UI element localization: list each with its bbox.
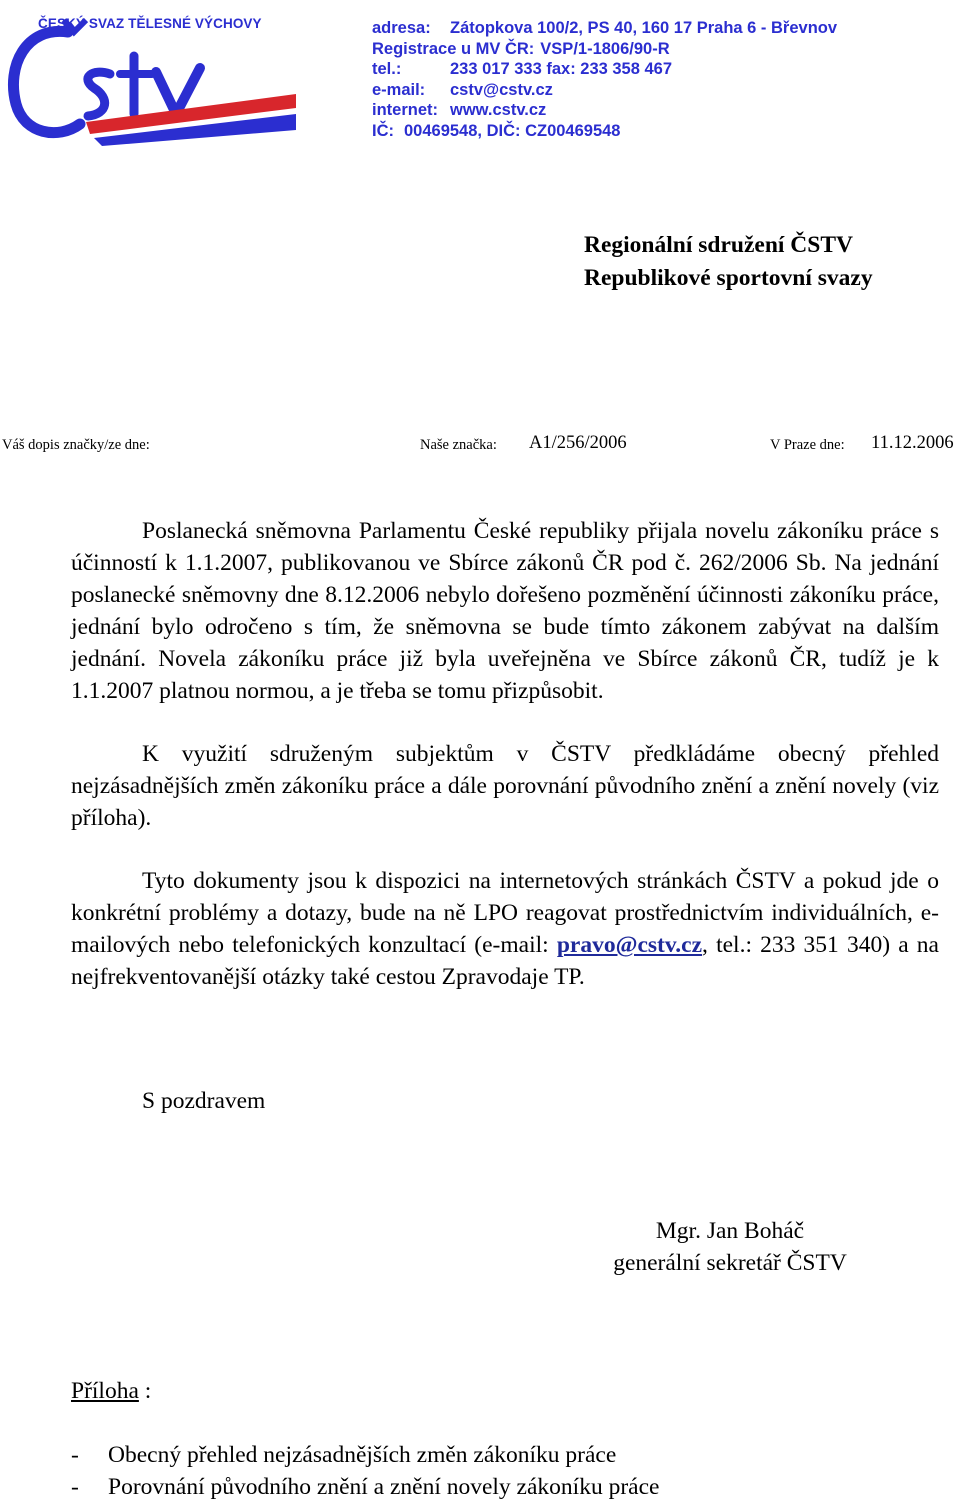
- body-text: , tel.: 233 351 340) a na nejfrekventovanější otázky také cestou Zpravodaje TP.: [71, 932, 939, 990]
- signature: [580, 1215, 880, 1279]
- contact-row: [372, 80, 952, 101]
- contact-row: [372, 100, 952, 121]
- contact-value: 233 017 333 fax: 233 358 467: [450, 60, 673, 78]
- contact-value: Zátopkova 100/2, PS 40, 160 17 Praha 6 - Břevnov: [450, 19, 838, 37]
- contact-label: tel.:: [372, 60, 402, 78]
- cstv-logo: [4, 6, 294, 142]
- attachment-bullet: -: [71, 1474, 79, 1500]
- letter-date: 11.12.2006: [871, 433, 954, 453]
- signature-name: Mgr. Jan Boháč: [655, 1218, 805, 1244]
- recipient-line: Regionální sdružení ČSTV: [584, 232, 853, 258]
- your-letter-label: Váš dopis značky/ze dne:: [2, 437, 150, 453]
- body-paragraph: [71, 865, 939, 993]
- signature-title: generální sekretář ČSTV: [613, 1250, 847, 1276]
- contact-value: 00469548, DIČ: CZ00469548: [404, 121, 621, 140]
- attachment-list: [71, 1439, 941, 1503]
- attachment-item: [71, 1471, 941, 1503]
- recipient-line: Republikové sportovní svazy: [584, 265, 873, 291]
- attachments: [71, 1375, 941, 1503]
- attachment-bullet: -: [71, 1442, 79, 1468]
- letter-body: [71, 515, 939, 993]
- contact-label: IČ:: [372, 121, 394, 140]
- attachments-suffix: :: [138, 1378, 152, 1404]
- attachments-label: Příloha: [71, 1378, 139, 1404]
- contact-label: adresa:: [372, 19, 431, 37]
- contact-label: e-mail:: [372, 80, 426, 99]
- cstv-logo-mark: [6, 18, 298, 146]
- our-ref-label: Naše značka:: [420, 437, 497, 453]
- recipients: [584, 229, 954, 295]
- contact-label: Registrace u MV ČR:: [372, 39, 535, 58]
- attachment-item: [71, 1439, 941, 1471]
- contact-row: [372, 39, 952, 60]
- email-link[interactable]: pravo@cstv.cz: [556, 932, 703, 958]
- our-ref-value: A1/256/2006: [529, 433, 627, 453]
- contact-value: VSP/1-1806/90-R: [540, 39, 670, 58]
- contact-row: [372, 59, 952, 80]
- attachments-heading: [71, 1375, 941, 1407]
- attachment-text: Porovnání původního znění a znění novely zákoníku práce: [108, 1474, 660, 1500]
- contact-value[interactable]: www.cstv.cz: [450, 101, 547, 119]
- logo-title: ČESKÝ SVAZ TĚLESNÉ VÝCHOVY: [38, 16, 262, 31]
- place-date-label: V Praze dne:: [770, 437, 845, 453]
- contact-block: [372, 18, 952, 141]
- body-text: Tyto dokumenty jsou k dispozici na internetových stránkách ČSTV a pokud jde o konkrétní problémy a dotazy, bude na ně LPO reagovat prostřednictvím individuálních, e-mailových nebo telefonických konzultací (e-mail:: [71, 868, 939, 958]
- contact-value[interactable]: cstv@cstv.cz: [450, 80, 553, 99]
- attachment-text: Obecný přehled nejzásadnějších změn zákoníku práce: [108, 1442, 617, 1468]
- body-paragraph: K využití sdruženým subjektům v ČSTV předkládáme obecný přehled nejzásadnějších změn zákoníku práce a dále porovnání původního znění a znění novely (viz příloha).: [71, 741, 939, 831]
- contact-label: internet:: [372, 101, 438, 119]
- body-paragraph: Poslanecká sněmovna Parlamentu České republiky přijala novelu zákoníku práce s účinností k 1.1.2007, publikovanou ve Sbírce zákonů ČR pod č. 262/2006 Sb. Na jednání poslanecké sněmovny dne 8.12.2006 nebylo dořešeno pozměnění účinnosti zákoníku práce, jednání bylo odročeno s tím, že sněmovna se bude tímto zákonem zabývat na dalším jednání. Novela zákoníku práce již byla uveřejněna ve Sbírce zákonů ČR, tudíž je k 1.1.2007 platnou normou, a je třeba se tomu přizpůsobit.: [71, 518, 939, 704]
- contact-row: [372, 18, 952, 39]
- greeting: S pozdravem: [142, 1088, 266, 1114]
- contact-row: [372, 121, 952, 142]
